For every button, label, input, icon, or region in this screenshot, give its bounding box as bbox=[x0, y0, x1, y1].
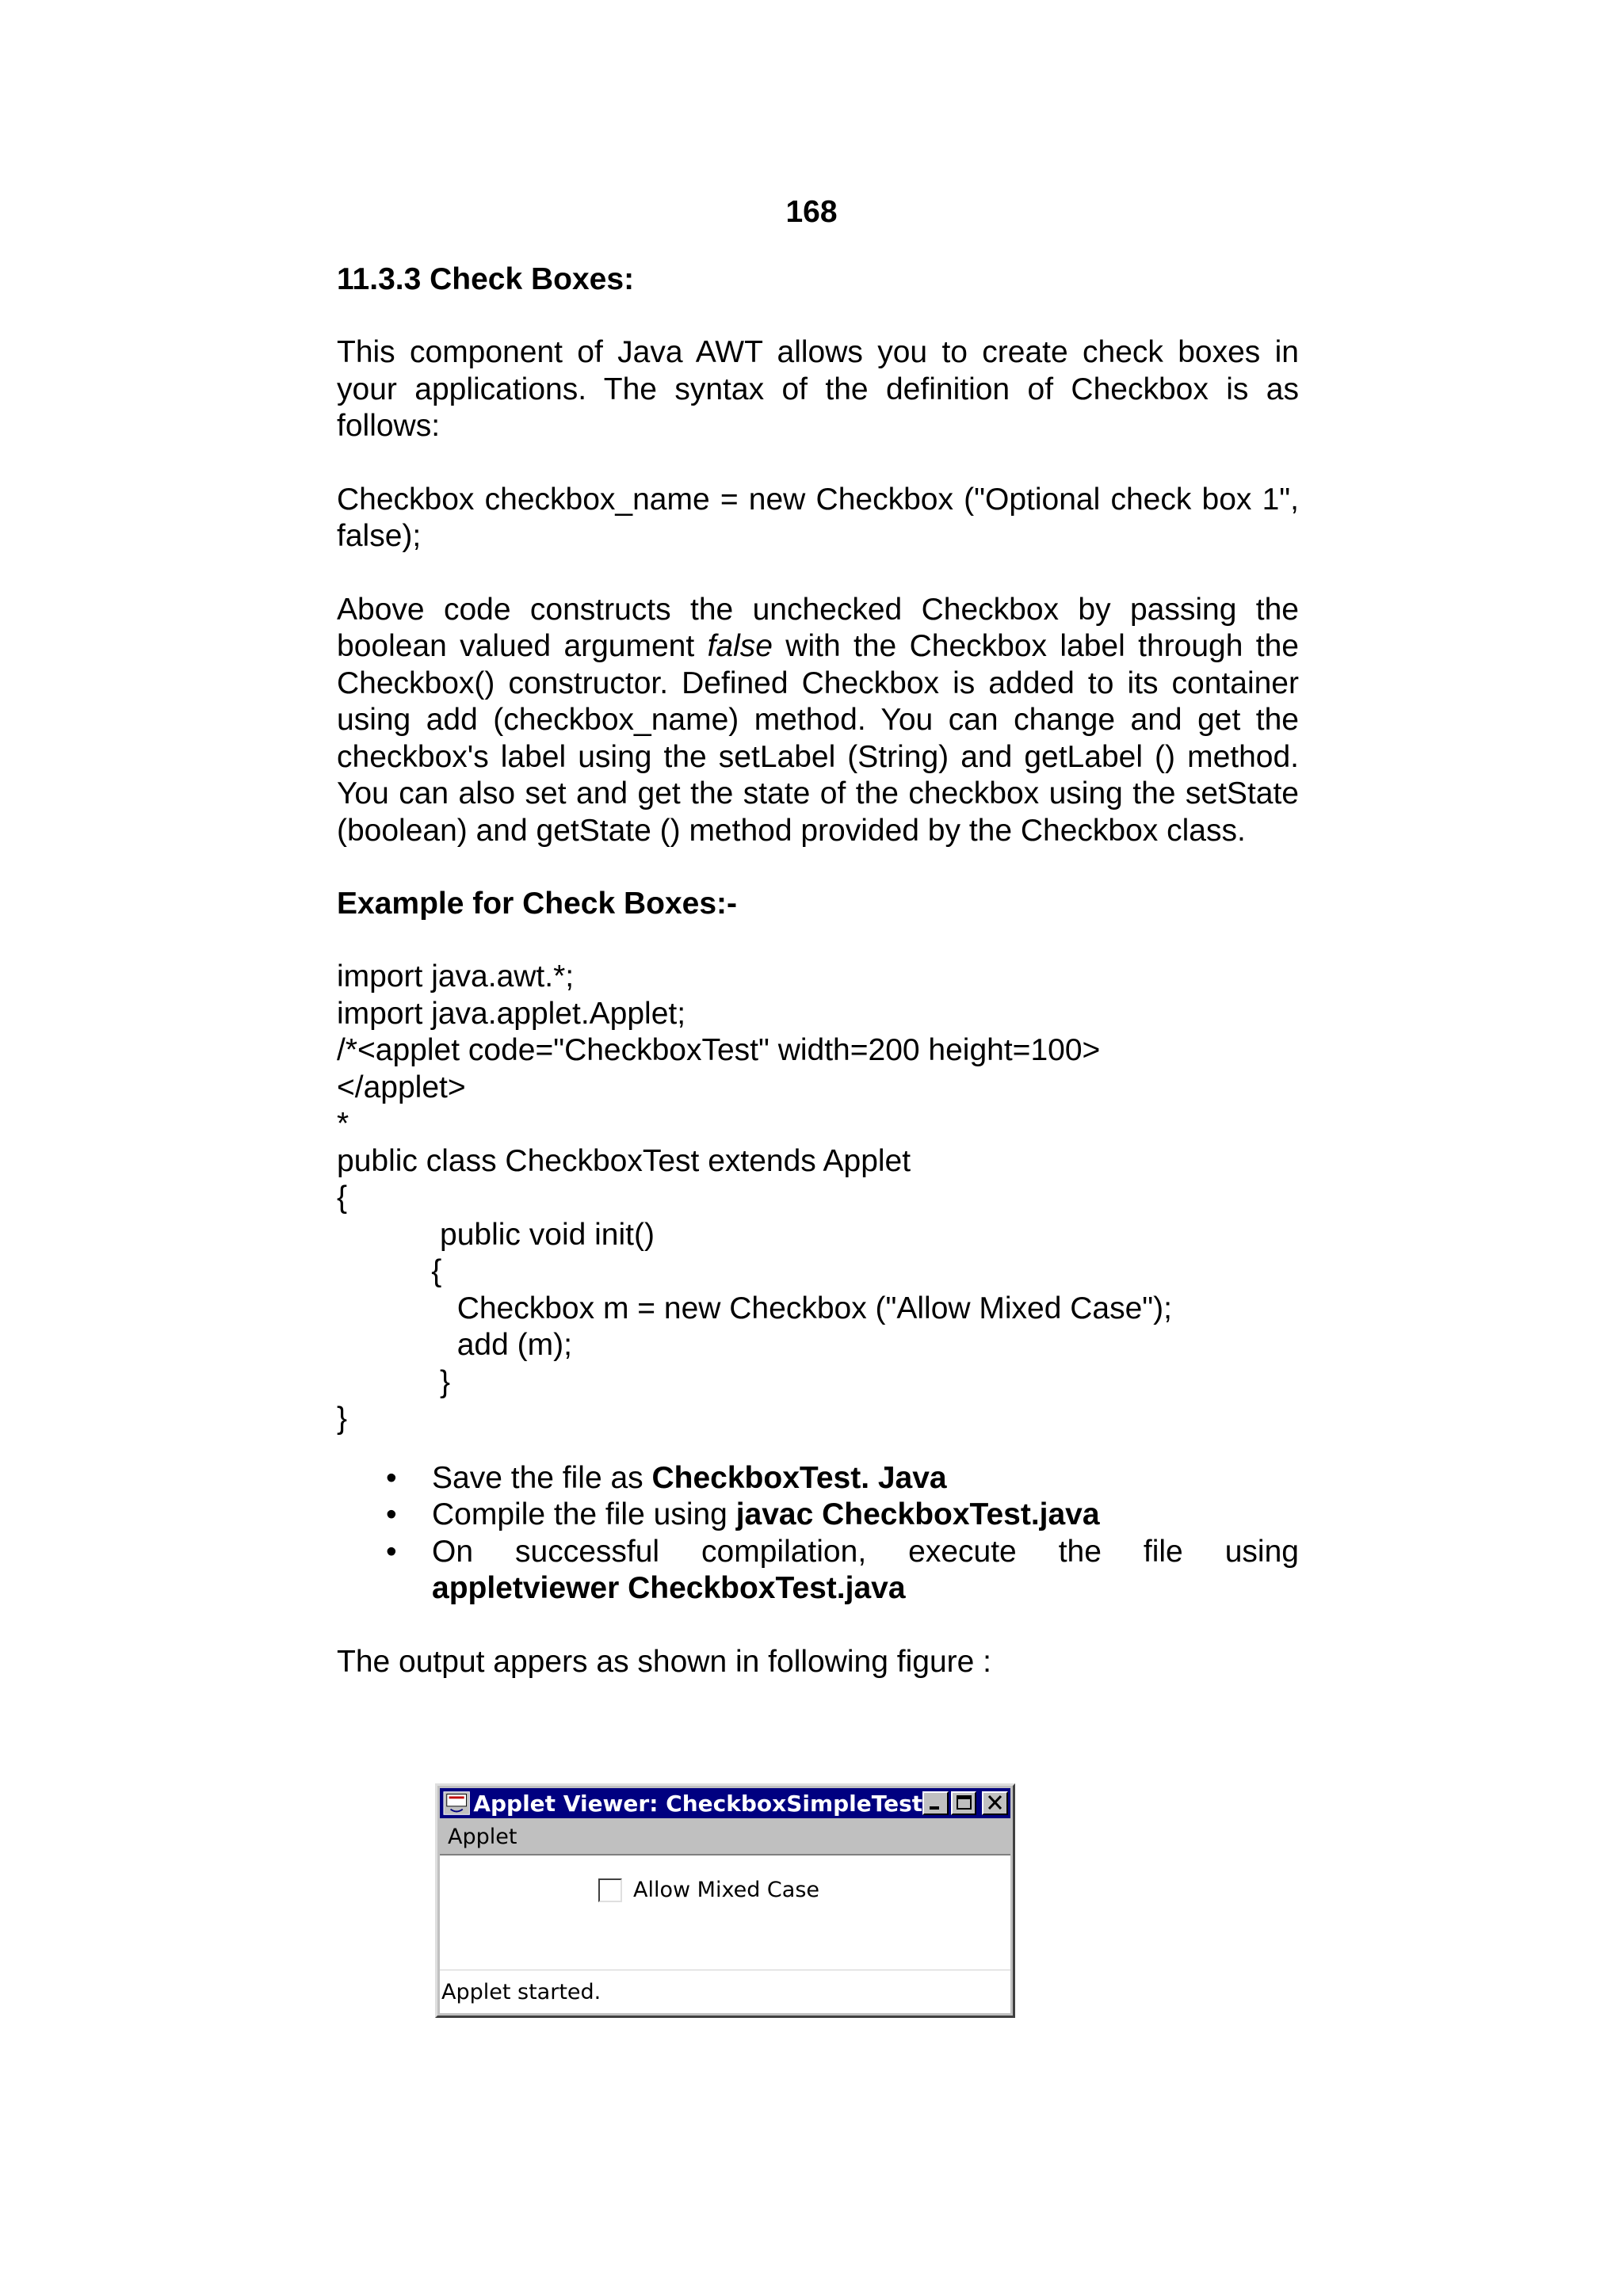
list-item bbox=[337, 1534, 1299, 1608]
page-content bbox=[337, 261, 1299, 1680]
output-caption: The output appers as shown in following figure : bbox=[337, 1644, 991, 1679]
intro-paragraph: This component of Java AWT allows you to create check boxes in your applications. The syntax of the definition of Checkbox is as follows: bbox=[337, 335, 1299, 443]
minimize-button[interactable] bbox=[922, 1791, 949, 1815]
bullet-word: file bbox=[1143, 1534, 1183, 1569]
section-title: 11.3.3 Check Boxes: bbox=[337, 262, 635, 296]
bullet-word: compilation, bbox=[701, 1534, 867, 1569]
close-icon bbox=[983, 1793, 1007, 1814]
code-line: * bbox=[337, 1107, 349, 1141]
bullet-word: On bbox=[432, 1534, 474, 1569]
bullet-icon: • bbox=[386, 1460, 397, 1495]
applet-client-area bbox=[440, 1854, 1010, 1971]
java-app-icon bbox=[443, 1791, 470, 1816]
bullet-bold-text: appletviewer CheckboxTest.java bbox=[432, 1571, 906, 1605]
bullet-bold-text: CheckboxTest. Java bbox=[651, 1460, 947, 1495]
close-button[interactable] bbox=[982, 1791, 1008, 1815]
description-text-end: with the Checkbox label through the Checkbox() constructor. Defined Checkbox is added to its container using add (checkbox_name) method. You can change and get the checkbox's label using the setLabel (String) and getLabel () method. You can also set and get the state of the checkbox using the setState (boolean) and getState () method provided by the Checkbox class. bbox=[337, 629, 1299, 848]
list-item bbox=[337, 1497, 1299, 1534]
status-bar bbox=[440, 1970, 1010, 2013]
code-line: import java.applet.Applet; bbox=[337, 996, 686, 1031]
maximize-button[interactable] bbox=[951, 1791, 977, 1815]
code-line: add (m); bbox=[337, 1328, 572, 1362]
code-line: } bbox=[337, 1402, 348, 1436]
bullet-icon: • bbox=[386, 1497, 397, 1531]
checkbox-label[interactable]: Allow Mixed Case bbox=[633, 1878, 820, 1902]
example-heading: Example for Check Boxes:- bbox=[337, 887, 738, 921]
code-line: public void init() bbox=[337, 1217, 655, 1252]
code-line: public class CheckboxTest extends Applet bbox=[337, 1143, 911, 1178]
description-text-start: Above code constructs the unchecked Checkbox by passing the boolean valued argument bbox=[337, 592, 1299, 663]
bullet-text: Save the file as bbox=[432, 1460, 652, 1495]
page-number: 168 bbox=[785, 195, 838, 229]
bullet-text: Compile the file using bbox=[432, 1497, 736, 1531]
bullet-icon: • bbox=[386, 1534, 397, 1569]
allow-mixed-case-checkbox[interactable] bbox=[598, 1878, 819, 1902]
applet-viewer-window bbox=[435, 1783, 1015, 2018]
code-line: /*<applet code="CheckboxTest" width=200 height=100> bbox=[337, 1033, 1101, 1067]
menu-bar bbox=[440, 1820, 1010, 1853]
bullet-word: using bbox=[1224, 1534, 1299, 1569]
list-item bbox=[337, 1460, 1299, 1497]
description-paragraph bbox=[337, 592, 1299, 850]
code-line: Checkbox m = new Checkbox ("Allow Mixed Case"); bbox=[337, 1291, 1172, 1325]
code-line: { bbox=[337, 1254, 442, 1288]
bullet-word: successful bbox=[515, 1534, 660, 1569]
window-title: Applet Viewer: CheckboxSimpleTest bbox=[473, 1790, 923, 1817]
checkbox-box-icon[interactable] bbox=[598, 1878, 622, 1902]
minimize-icon bbox=[924, 1793, 948, 1814]
code-line: import java.awt.*; bbox=[337, 959, 575, 994]
syntax-paragraph: Checkbox checkbox_name = new Checkbox ("Optional check box 1", false); bbox=[337, 482, 1299, 553]
window-titlebar[interactable] bbox=[440, 1788, 1010, 1818]
code-line: </applet> bbox=[337, 1070, 466, 1104]
status-text: Applet started. bbox=[441, 1980, 601, 2004]
bullet-word: execute bbox=[908, 1534, 1017, 1569]
code-listing bbox=[337, 959, 1299, 1438]
bullet-bold-text: javac CheckboxTest.java bbox=[735, 1497, 1100, 1531]
false-keyword: false bbox=[707, 629, 773, 663]
instruction-list bbox=[337, 1460, 1299, 1608]
maximize-icon bbox=[953, 1793, 976, 1814]
code-line: { bbox=[337, 1180, 348, 1215]
menu-applet[interactable]: Applet bbox=[448, 1825, 517, 1849]
bullet-word: the bbox=[1058, 1534, 1102, 1569]
bullet-justified-line bbox=[432, 1534, 1299, 1571]
code-line: } bbox=[337, 1364, 451, 1399]
